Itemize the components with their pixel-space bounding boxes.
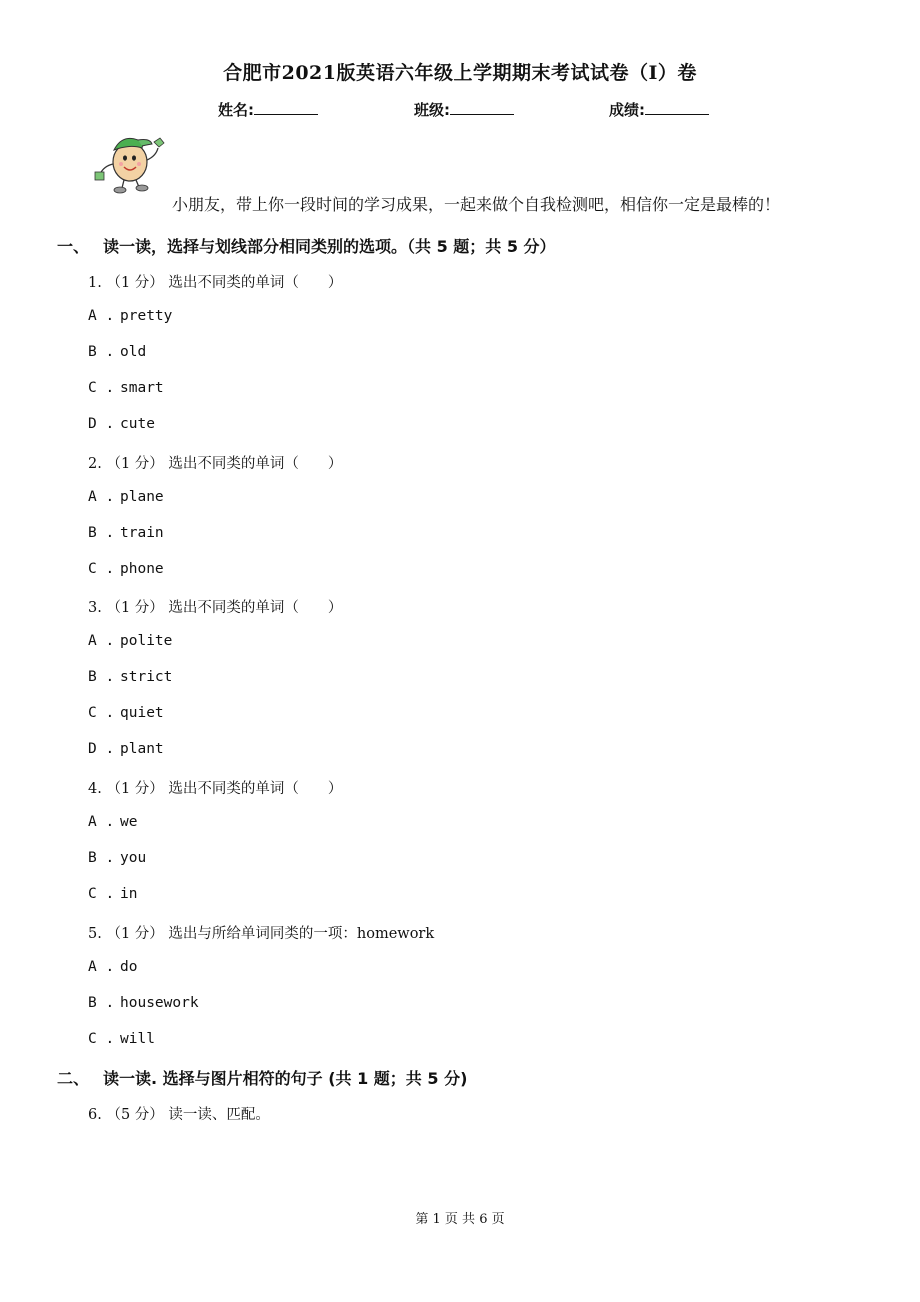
option-row[interactable] xyxy=(88,741,164,757)
option-row[interactable] xyxy=(88,380,164,396)
option-text: quiet xyxy=(120,705,164,721)
option-row[interactable] xyxy=(88,995,199,1011)
page-footer: 第 1 页 共 6 页 xyxy=(415,1212,505,1227)
option-text: plant xyxy=(120,741,164,757)
option-letter: B . xyxy=(88,995,115,1011)
option-text: you xyxy=(120,850,147,866)
option-letter: A . xyxy=(88,959,115,975)
option-row[interactable] xyxy=(88,886,137,902)
option-row[interactable] xyxy=(88,416,155,432)
option-text: polite xyxy=(120,633,173,649)
option-letter: B . xyxy=(88,344,115,360)
question-stem: 2. （1 分） 选出不同类的单词（ ） xyxy=(88,456,343,472)
class-field[interactable] xyxy=(414,99,514,120)
option-letter: A . xyxy=(88,814,115,830)
option-letter: A . xyxy=(88,489,115,505)
option-text: do xyxy=(120,959,138,975)
option-row[interactable] xyxy=(88,561,164,577)
option-text: strict xyxy=(120,669,173,685)
option-text: smart xyxy=(120,380,164,396)
greeting-text: 小朋友，带上你一段时间的学习成果，一起来做个自我检测吧，相信你一定是最棒的！ xyxy=(172,195,781,214)
option-letter: C . xyxy=(88,380,115,396)
option-letter: B . xyxy=(88,850,115,866)
class-label: 班级: xyxy=(414,101,450,119)
option-text: old xyxy=(120,344,147,360)
option-row[interactable] xyxy=(88,705,164,721)
option-row[interactable] xyxy=(88,308,172,324)
question-stem: 1. （1 分） 选出不同类的单词（ ） xyxy=(88,275,343,291)
option-row[interactable] xyxy=(88,344,146,360)
option-text: will xyxy=(120,1031,155,1047)
score-field[interactable] xyxy=(609,99,709,120)
option-row[interactable] xyxy=(88,959,137,975)
option-letter: B . xyxy=(88,525,115,541)
option-letter: D . xyxy=(88,416,115,432)
section-number: 一、 xyxy=(57,237,90,256)
name-field[interactable] xyxy=(218,99,318,120)
option-text: cute xyxy=(120,416,155,432)
question-stem: 4. （1 分） 选出不同类的单词（ ） xyxy=(88,781,343,797)
name-label: 姓名: xyxy=(218,101,254,119)
option-row[interactable] xyxy=(88,489,164,505)
option-text: train xyxy=(120,525,164,541)
option-text: housework xyxy=(120,995,199,1011)
name-blank[interactable] xyxy=(254,100,318,115)
option-letter: A . xyxy=(88,308,115,324)
option-row[interactable] xyxy=(88,633,172,649)
score-label: 成绩: xyxy=(609,101,645,119)
option-letter: C . xyxy=(88,561,115,577)
option-letter: C . xyxy=(88,705,115,721)
option-row[interactable] xyxy=(88,850,146,866)
option-row[interactable] xyxy=(88,814,137,830)
section-heading xyxy=(57,1066,467,1089)
question-stem: 6. （5 分） 读一读、匹配。 xyxy=(88,1107,270,1123)
option-letter: C . xyxy=(88,886,115,902)
option-row[interactable] xyxy=(88,1031,155,1047)
option-text: we xyxy=(120,814,138,830)
question-stem: 3. （1 分） 选出不同类的单词（ ） xyxy=(88,600,343,616)
option-letter: A . xyxy=(88,633,115,649)
option-text: in xyxy=(120,886,138,902)
section-heading xyxy=(57,234,556,257)
section-number: 二、 xyxy=(57,1069,90,1088)
section-title: 读一读，选择与划线部分相同类别的选项。（共 5 题；共 5 分） xyxy=(103,237,556,256)
score-blank[interactable] xyxy=(645,100,709,115)
mascot-illustration xyxy=(92,130,168,196)
section-title: 读一读. 选择与图片相符的句子 (共 1 题；共 5 分) xyxy=(103,1069,468,1088)
option-text: plane xyxy=(120,489,164,505)
page-title: 合肥市2021版英语六年级上学期期末考试试卷（I）卷 xyxy=(223,62,697,84)
option-row[interactable] xyxy=(88,669,172,685)
option-text: phone xyxy=(120,561,164,577)
option-row[interactable] xyxy=(88,525,164,541)
option-letter: C . xyxy=(88,1031,115,1047)
question-stem: 5. （1 分） 选出与所给单词同类的一项：homework xyxy=(88,926,435,942)
option-letter: D . xyxy=(88,741,115,757)
class-blank[interactable] xyxy=(450,100,514,115)
option-text: pretty xyxy=(120,308,173,324)
option-letter: B . xyxy=(88,669,115,685)
